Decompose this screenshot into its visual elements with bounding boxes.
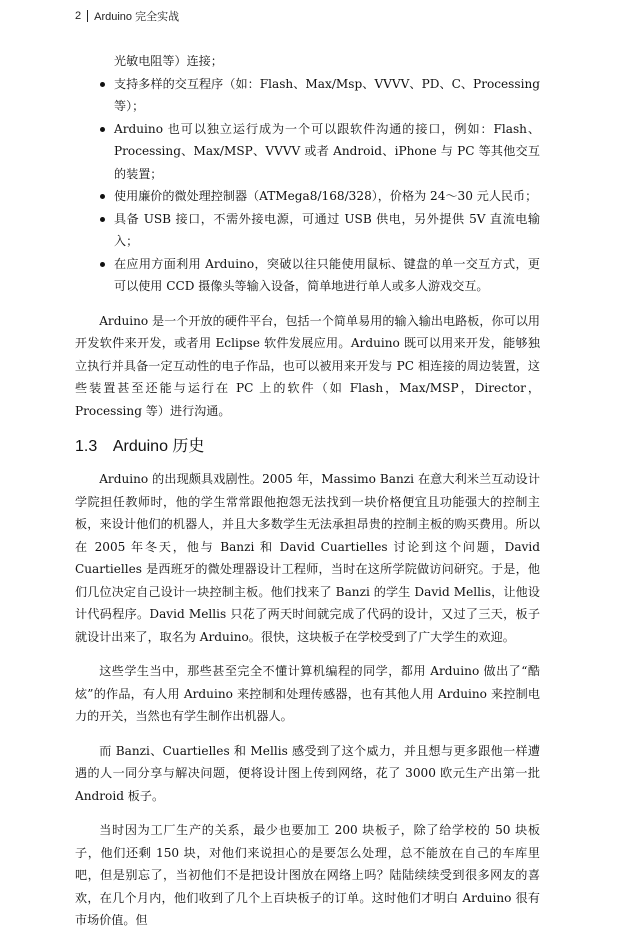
history-paragraph: 而 Banzi、Cuartielles 和 Mellis 感受到了这个威力，并且想与更多跟他一样遭遇的人一同分享与解决问题，便将设计图上传到网络，花了 3000 欧元生产出第一批 Android 板子。	[75, 743, 540, 803]
history-paragraph: Arduino 的出现颇具戏剧性。2005 年，Massimo Banzi 在意大利米兰互动设计学院担任教师时，他的学生常常跟他抱怨无法找到一块价格便宜且功能强大的控制主板，来设计他们的机器人，并且大多数学生无法承担昂贵的控制主板的购买费用。所以在 2005 年冬天，他与 Banzi 和 David Cuartielles 讨论到这个问题，David Cuartielles 是西班牙的微处理器设计工程师，当时在这所学院做访问研究。于是，他们几位决定自己设计一块控制主板。他们找来了 Banzi 的学生 David Mellis，让他设计代码程序。David Mellis 只花了两天时间就完成了代码的设计，又过了三天，板子就设计出来了，取名为 Arduino。很快，这块板子在学校受到了广大学生的欢迎。	[75, 472, 540, 644]
bullet-icon	[100, 217, 105, 222]
section-heading	[75, 436, 540, 458]
bullet-icon	[100, 262, 105, 267]
list-item	[75, 208, 540, 253]
list-item-text: Arduino 也可以独立运行成为一个可以跟软件沟通的接口，例如：Flash、Processing、Max/MSP、VVVV 或者 Android、iPhone 与 PC 等其他交互的装置；	[114, 121, 540, 181]
bullet-continuation: 光敏电阻等）连接；	[114, 54, 223, 68]
bullet-icon	[100, 82, 105, 87]
bullet-icon	[100, 127, 105, 132]
list-item-text: 使用廉价的微处理控制器（ATMega8/168/328），价格为 24～30 元人民币；	[114, 189, 538, 203]
page-number: 2	[75, 10, 82, 22]
history-paragraph: 这些学生当中，那些甚至完全不懂计算机编程的同学，都用 Arduino 做出了“酷炫”的作品，有人用 Arduino 来控制和处理传感器，也有其他人用 Arduino 来控制电力的开关，当然也有学生制作出机器人。	[75, 664, 540, 723]
list-item	[75, 185, 540, 208]
section-number: 1.3	[75, 438, 98, 455]
list-item-text: 支持多样的交互程序（如：Flash、Max/Msp、VVVV、PD、C、Processing 等）；	[114, 76, 540, 113]
running-header	[75, 8, 179, 24]
bullet-icon	[100, 194, 105, 199]
history-paragraph: 当时因为工厂生产的关系，最少也要加工 200 块板子，除了给学校的 50 块板子，他们还剩 150 块，对他们来说担心的是要怎么处理，总不能放在自己的车库里吧，但是别忘了，当初他们不是把设计图放在网络上吗？陆陆续续受到很多网友的喜欢，在几个月内，他们收到了几个上百块板子的订单。这时他们才明白 Arduino 很有市场价值。但	[75, 823, 540, 927]
header-divider	[87, 10, 88, 22]
page-body	[75, 50, 540, 932]
list-item	[75, 253, 540, 298]
feature-list	[75, 73, 540, 298]
list-item-text: 具备 USB 接口，不需外接电源，可通过 USB 供电，另外提供 5V 直流电输入；	[114, 211, 540, 248]
platform-paragraph: Arduino 是一个开放的硬件平台，包括一个简单易用的输入输出电路板，你可以用开发软件来开发，或者用 Eclipse 软件发展应用。Arduino 既可以用来开发，能够独立执行并具备一定互动性的电子作品，也可以被用来开发与 PC 相连接的周边装置，这些装置甚至还能与运行在 PC 上的软件（如 Flash，Max/MSP，Director，Processing 等）进行沟通。	[75, 313, 540, 418]
section-title: Arduino 历史	[112, 438, 205, 455]
list-item-text: 在应用方面利用 Arduino，突破以往只能使用鼠标、键盘的单一交互方式，更可以使用 CCD 摄像头等输入设备，简单地进行单人或多人游戏交互。	[114, 256, 540, 293]
list-item	[75, 73, 540, 118]
book-title: Arduino 完全实战	[94, 11, 180, 23]
list-item	[75, 118, 540, 186]
